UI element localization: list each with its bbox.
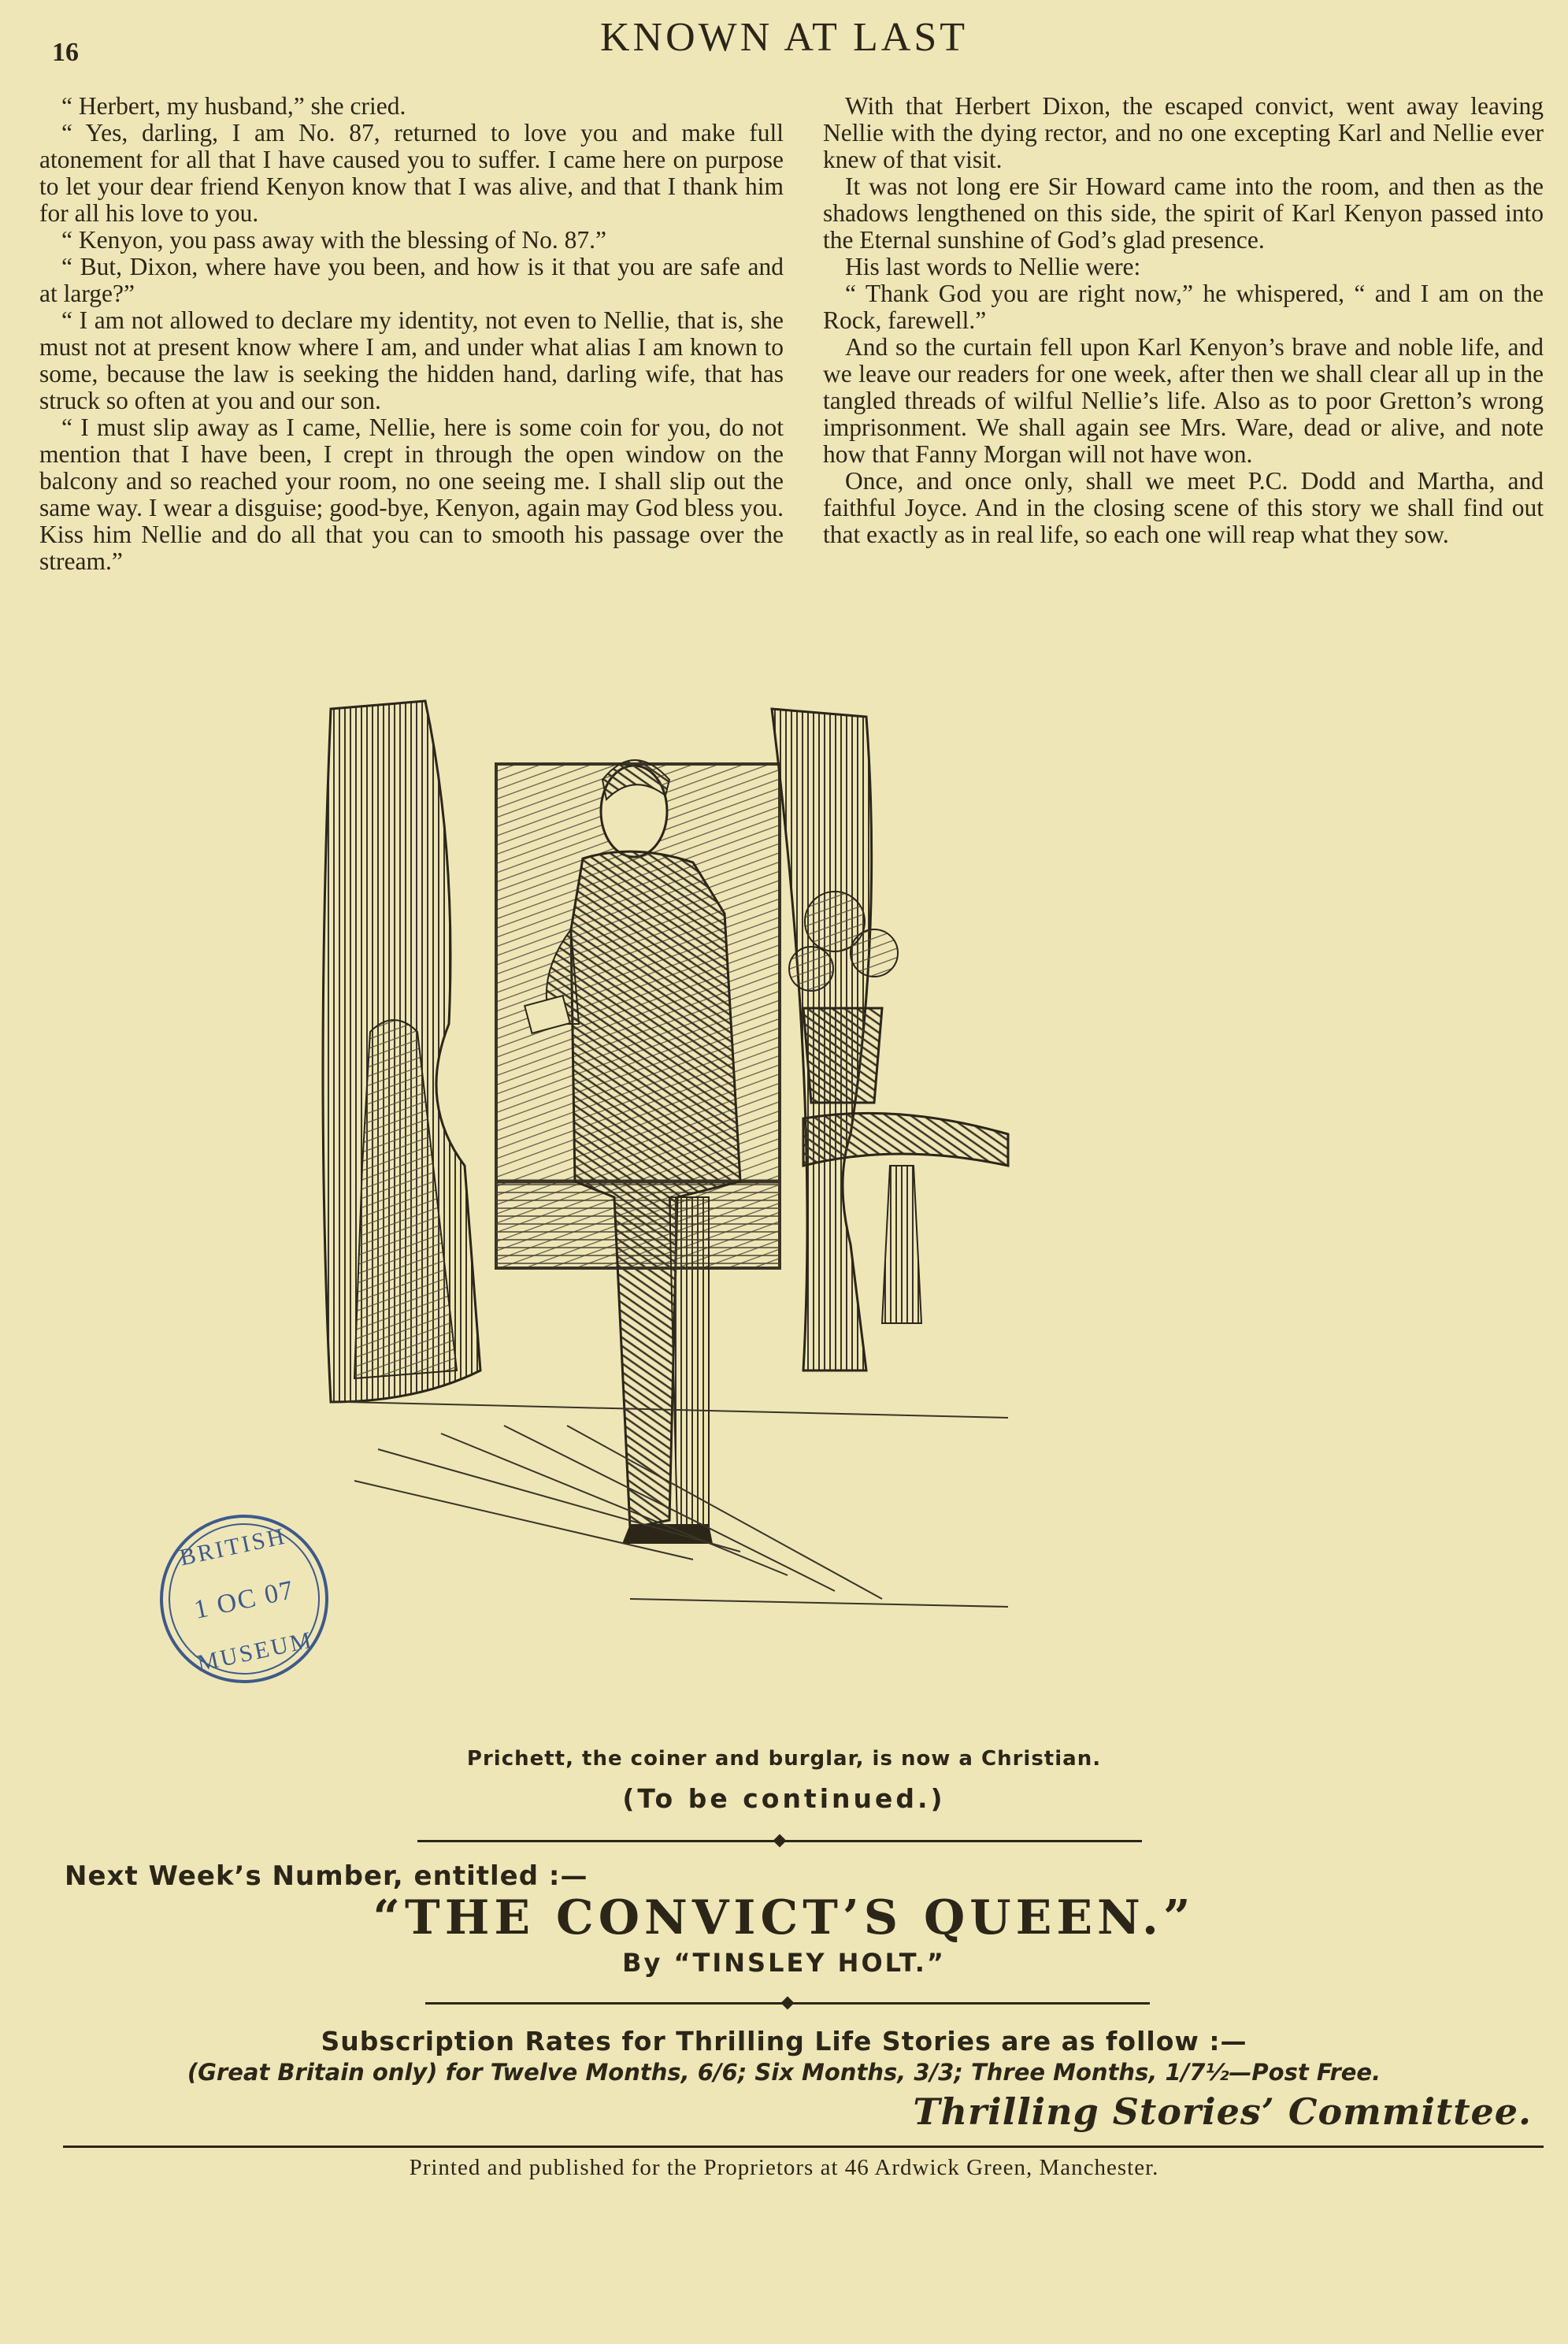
next-week-author: By “TINSLEY HOLT.” xyxy=(622,1948,946,1978)
subscription-heading: Subscription Rates for Thrilling Life Stories are as follow :— xyxy=(321,2026,1247,2057)
paragraph: With that Herbert Dixon, the escaped convict, went away leaving Nellie with the dying rector, and no one excepting Karl and Nellie ever knew of that visit. xyxy=(823,92,1544,173)
imprint: Printed and published for the Proprietors at 46 Ardwick Green, Manchester. xyxy=(409,2155,1159,2180)
page-number: 16 xyxy=(52,38,79,67)
table xyxy=(803,1113,1008,1166)
paragraph: “ Thank God you are right now,” he whispered, “ and I am on the Rock, farewell.” xyxy=(823,280,1544,334)
subscription-rates: (Great Britain only) for Twelve Months, 6/6; Six Months, 3/3; Three Months, 1/7½—Post Free. xyxy=(187,2059,1381,2086)
paragraph: And so the curtain fell upon Karl Kenyon’s brave and noble life, and we leave our readers for one week, after then we shall clear all up in the tangled threads of wilful Nellie’s life. Also as to poor Gretton’s wrong imprisonment. We shall again see Mrs. Ware, dead or alive, and note how that Fanny Morgan will not have won. xyxy=(823,333,1544,468)
right-column xyxy=(823,93,1544,548)
paragraph: “ Yes, darling, I am No. 87, returned to love you and make full atonement for all that I have caused you to suffer. I came here on purpose to let your dear friend Kenyon know that I was alive, and that I thank him for all his love to you. xyxy=(39,119,784,227)
divider-ornament xyxy=(781,1997,795,2010)
next-week-title: “THE CONVICT’S QUEEN.” xyxy=(373,1890,1195,1945)
illustration-caption: Prichett, the coiner and burglar, is now a Christian. xyxy=(466,1747,1102,1771)
footer-rule xyxy=(63,2146,1544,2148)
museum-stamp xyxy=(146,1500,342,1697)
paragraph: “ Herbert, my husband,” she cried. xyxy=(61,92,406,120)
paragraph: “ I must slip away as I came, Nellie, here is some coin for you, do not mention that I have been, I crept in through the open window on the balcony and so reached your room, no one seeing me. I shall slip out the same way. I wear a disguise; good-bye, Kenyon, again may God bless you. Kiss him Nellie and do all that you can to smooth his passage over the stream.” xyxy=(39,414,784,575)
stamp-date: 1 OC 07 xyxy=(191,1574,298,1625)
to-be-continued: (To be continued.) xyxy=(622,1783,946,1814)
left-column xyxy=(39,93,784,575)
running-title: KNOWN AT LAST xyxy=(599,15,969,60)
paragraph: “ I am not allowed to declare my identity, not even to Nellie, that is, she must not at present know where I am, and under what alias I am known to some, because the law is seeking the hidden hand, darling wife, that has struck so often at you and our son. xyxy=(39,306,784,414)
stamp-bottom-text: MUSEUM xyxy=(195,1626,316,1677)
committee-signature: Thrilling Stories’ Committee. xyxy=(913,2090,1532,2133)
paragraph: It was not long ere Sir Howard came into the room, and then as the shadows lengthened on this side, the spirit of Karl Kenyon passed into the Eternal sunshine of God’s glad presence. xyxy=(823,172,1544,254)
paragraph: His last words to Nellie were: xyxy=(845,253,1141,280)
paragraph: Once, and once only, shall we meet P.C. Dodd and Martha, and faithful Joyce. And in the closing scene of this story we shall find out that exactly as in real life, so each one will reap what they sow. xyxy=(823,467,1544,548)
paragraph: “ But, Dixon, where have you been, and how is it that you are safe and at large?” xyxy=(39,253,784,307)
paragraph: “ Kenyon, you pass away with the blessing of No. 87.” xyxy=(61,226,607,254)
next-week-label: Next Week’s Number, entitled :— xyxy=(65,1860,588,1892)
stamp-top-text: BRITISH xyxy=(177,1522,289,1571)
divider-ornament xyxy=(773,1834,787,1848)
illustration xyxy=(177,693,1103,1733)
